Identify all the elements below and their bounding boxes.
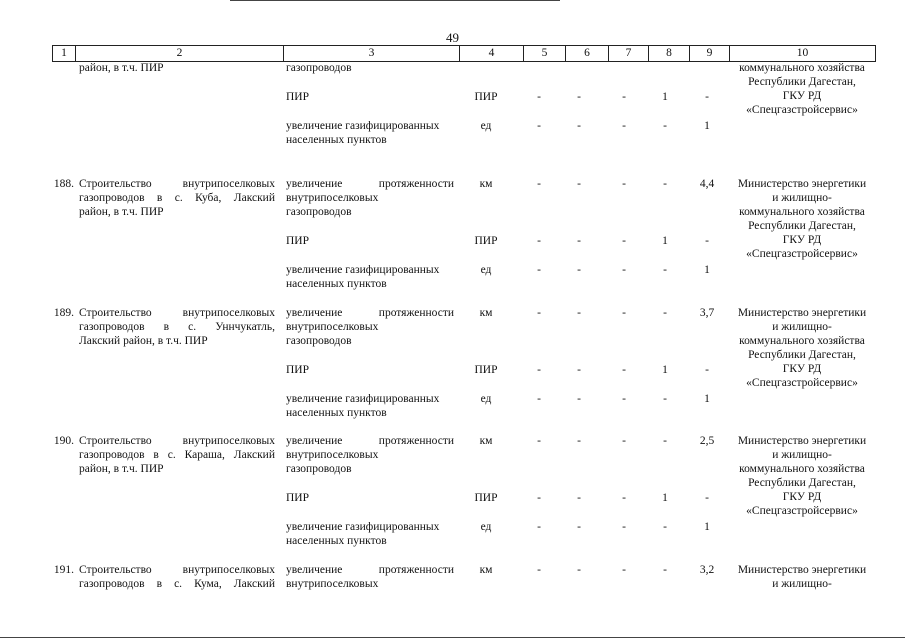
row-number: 189. bbox=[53, 307, 74, 319]
responsible-tail-2: Республики Дагестан, bbox=[748, 76, 856, 88]
responsible-1: Министерство энергетики bbox=[737, 435, 867, 447]
header-col-5: 5 bbox=[523, 46, 565, 61]
gas-indicator-1: увеличение газифицированных bbox=[286, 264, 440, 276]
pir-c8: 1 bbox=[662, 364, 668, 376]
unit: км bbox=[479, 435, 493, 447]
indicator-tail: газопроводов bbox=[286, 62, 352, 74]
c7: - bbox=[622, 435, 626, 447]
responsible-4: Республики Дагестан, bbox=[748, 349, 856, 361]
gas-indicator-2: населенных пунктов bbox=[286, 278, 387, 290]
header-col-7: 7 bbox=[608, 46, 648, 61]
object-line-1: Строительство внутрипоселковых bbox=[79, 307, 275, 319]
responsible-5: ГКУ РД bbox=[782, 491, 822, 503]
responsible-tail-3: ГКУ РД bbox=[782, 90, 822, 102]
page-number: 49 bbox=[446, 30, 459, 45]
pir-c7: - bbox=[622, 91, 626, 103]
pir-c8: 1 bbox=[662, 91, 668, 103]
pir-unit: ПИР bbox=[474, 91, 498, 103]
pir-c9: - bbox=[705, 364, 709, 376]
responsible-6: «Спецгазстройсервис» bbox=[746, 377, 858, 389]
gas-c7: - bbox=[622, 120, 626, 132]
indicator-line-3: газопроводов bbox=[286, 463, 352, 475]
indicator-line-3: газопроводов bbox=[286, 206, 352, 218]
c7: - bbox=[622, 564, 626, 576]
c8: - bbox=[663, 435, 667, 447]
gas-c9: 1 bbox=[704, 264, 710, 276]
responsible-5: ГКУ РД bbox=[782, 234, 822, 246]
gas-c5: - bbox=[537, 120, 541, 132]
responsible-6: «Спецгазстройсервис» bbox=[746, 505, 858, 517]
c5: - bbox=[537, 307, 541, 319]
object-line-3: район, в т.ч. ПИР bbox=[79, 206, 164, 218]
responsible-1: Министерство энергетики bbox=[737, 307, 867, 319]
gas-c6: - bbox=[577, 521, 581, 533]
pir-c6: - bbox=[577, 364, 581, 376]
unit: км bbox=[479, 564, 493, 576]
indicator-line-2: внутрипоселковых bbox=[286, 578, 379, 590]
responsible-1: Министерство энергетики bbox=[737, 178, 867, 190]
gas-unit: ед bbox=[480, 393, 492, 405]
pir-c8: 1 bbox=[662, 235, 668, 247]
header-col-8: 8 bbox=[648, 46, 689, 61]
gas-unit: ед bbox=[480, 521, 492, 533]
header-col-2: 2 bbox=[75, 46, 283, 61]
pir-c5: - bbox=[537, 235, 541, 247]
pir-c9: - bbox=[705, 235, 709, 247]
gas-c9: 1 bbox=[704, 120, 710, 132]
c6: - bbox=[577, 307, 581, 319]
c9: 2,5 bbox=[699, 435, 715, 447]
responsible-tail-4: «Спецгазстройсервис» bbox=[746, 104, 858, 116]
object-line-2: газопроводов в с. Кума, Лакский bbox=[79, 578, 275, 590]
gas-indicator-2: населенных пунктов bbox=[286, 134, 387, 146]
pir-c5: - bbox=[537, 364, 541, 376]
gas-c6: - bbox=[577, 393, 581, 405]
gas-c6: - bbox=[577, 264, 581, 276]
indicator-line-2: внутрипоселковых bbox=[286, 192, 379, 204]
object-line-1: Строительство внутрипоселковых bbox=[79, 564, 275, 576]
scan-artifact-top bbox=[230, 0, 560, 1]
gas-c5: - bbox=[537, 264, 541, 276]
c5: - bbox=[537, 435, 541, 447]
object-line-2: газопроводов в с. Уннчукатль, bbox=[79, 321, 275, 333]
c9: 4,4 bbox=[699, 178, 715, 190]
gas-c6: - bbox=[577, 120, 581, 132]
indicator-line-2: внутрипоселковых bbox=[286, 449, 379, 461]
c8: - bbox=[663, 178, 667, 190]
pir-c6: - bbox=[577, 91, 581, 103]
pir-unit: ПИР bbox=[474, 492, 498, 504]
gas-c5: - bbox=[537, 393, 541, 405]
c5: - bbox=[537, 564, 541, 576]
c9: 3,2 bbox=[699, 564, 715, 576]
indicator-line-1: увеличение протяженности bbox=[286, 307, 454, 319]
gas-c8: - bbox=[663, 521, 667, 533]
indicator-line-1: увеличение протяженности bbox=[286, 435, 454, 447]
c6: - bbox=[577, 435, 581, 447]
object-line-3: Лакский район, в т.ч. ПИР bbox=[79, 335, 208, 347]
c9: 3,7 bbox=[699, 307, 715, 319]
c8: - bbox=[663, 564, 667, 576]
responsible-1: Министерство энергетики bbox=[737, 564, 867, 576]
header-col-6: 6 bbox=[565, 46, 608, 61]
gas-c9: 1 bbox=[704, 521, 710, 533]
c7: - bbox=[622, 178, 626, 190]
c8: - bbox=[663, 307, 667, 319]
responsible-2: и жилищно- bbox=[772, 321, 832, 333]
pir-c9: - bbox=[705, 492, 709, 504]
object-line-3: район, в т.ч. ПИР bbox=[79, 463, 164, 475]
c5: - bbox=[537, 178, 541, 190]
responsible-3: коммунального хозяйства bbox=[739, 463, 865, 475]
gas-c8: - bbox=[663, 264, 667, 276]
pir-c5: - bbox=[537, 91, 541, 103]
gas-c8: - bbox=[663, 120, 667, 132]
pir-c7: - bbox=[622, 235, 626, 247]
object-line-2: газопроводов в с. Куба, Лакский bbox=[79, 192, 275, 204]
gas-unit: ед bbox=[480, 120, 492, 132]
pir-c9: - bbox=[705, 91, 709, 103]
gas-c8: - bbox=[663, 393, 667, 405]
responsible-3: коммунального хозяйства bbox=[739, 206, 865, 218]
responsible-4: Республики Дагестан, bbox=[748, 477, 856, 489]
header-col-10: 10 bbox=[729, 46, 876, 61]
responsible-tail-1: коммунального хозяйства bbox=[739, 62, 865, 74]
row-number: 191. bbox=[53, 564, 74, 576]
pir-c8: 1 bbox=[662, 492, 668, 504]
gas-c9: 1 bbox=[704, 393, 710, 405]
pir-indicator: ПИР bbox=[286, 364, 310, 376]
gas-unit: ед bbox=[480, 264, 492, 276]
indicator-line-1: увеличение протяженности bbox=[286, 564, 454, 576]
pir-c7: - bbox=[622, 492, 626, 504]
pir-c5: - bbox=[537, 492, 541, 504]
object-line-1: Строительство внутрипоселковых bbox=[79, 178, 275, 190]
responsible-6: «Спецгазстройсервис» bbox=[746, 248, 858, 260]
unit: км bbox=[479, 307, 493, 319]
indicator-line-1: увеличение протяженности bbox=[286, 178, 454, 190]
responsible-2: и жилищно- bbox=[772, 192, 832, 204]
pir-indicator: ПИР bbox=[286, 91, 310, 103]
pir-indicator: ПИР bbox=[286, 235, 310, 247]
header-col-1: 1 bbox=[52, 46, 75, 61]
gas-indicator-2: населенных пунктов bbox=[286, 535, 387, 547]
header-col-4: 4 bbox=[459, 46, 523, 61]
gas-c7: - bbox=[622, 264, 626, 276]
row-number: 190. bbox=[53, 435, 74, 447]
header-col-9: 9 bbox=[689, 46, 729, 61]
pir-c7: - bbox=[622, 364, 626, 376]
c6: - bbox=[577, 178, 581, 190]
scan-artifact-bottom bbox=[0, 637, 905, 638]
row-number: 188. bbox=[53, 178, 74, 190]
gas-indicator-1: увеличение газифицированных bbox=[286, 521, 440, 533]
pir-indicator: ПИР bbox=[286, 492, 310, 504]
gas-c7: - bbox=[622, 393, 626, 405]
pir-unit: ПИР bbox=[474, 235, 498, 247]
indicator-line-3: газопроводов bbox=[286, 335, 352, 347]
c7: - bbox=[622, 307, 626, 319]
responsible-5: ГКУ РД bbox=[782, 363, 822, 375]
indicator-line-2: внутрипоселковых bbox=[286, 321, 379, 333]
pir-c6: - bbox=[577, 492, 581, 504]
pir-unit: ПИР bbox=[474, 364, 498, 376]
c6: - bbox=[577, 564, 581, 576]
gas-c5: - bbox=[537, 521, 541, 533]
object-tail: район, в т.ч. ПИР bbox=[79, 62, 164, 74]
header-col-3: 3 bbox=[283, 46, 459, 61]
gas-c7: - bbox=[622, 521, 626, 533]
object-line-2: газопроводов в с. Караша, Лакский bbox=[79, 449, 275, 461]
object-line-1: Строительство внутрипоселковых bbox=[79, 435, 275, 447]
gas-indicator-1: увеличение газифицированных bbox=[286, 393, 440, 405]
table-header bbox=[52, 45, 876, 62]
responsible-4: Республики Дагестан, bbox=[748, 220, 856, 232]
responsible-2: и жилищно- bbox=[772, 449, 832, 461]
gas-indicator-1: увеличение газифицированных bbox=[286, 120, 440, 132]
responsible-2: и жилищно- bbox=[772, 578, 832, 590]
pir-c6: - bbox=[577, 235, 581, 247]
unit: км bbox=[479, 178, 493, 190]
gas-indicator-2: населенных пунктов bbox=[286, 407, 387, 419]
responsible-3: коммунального хозяйства bbox=[739, 335, 865, 347]
